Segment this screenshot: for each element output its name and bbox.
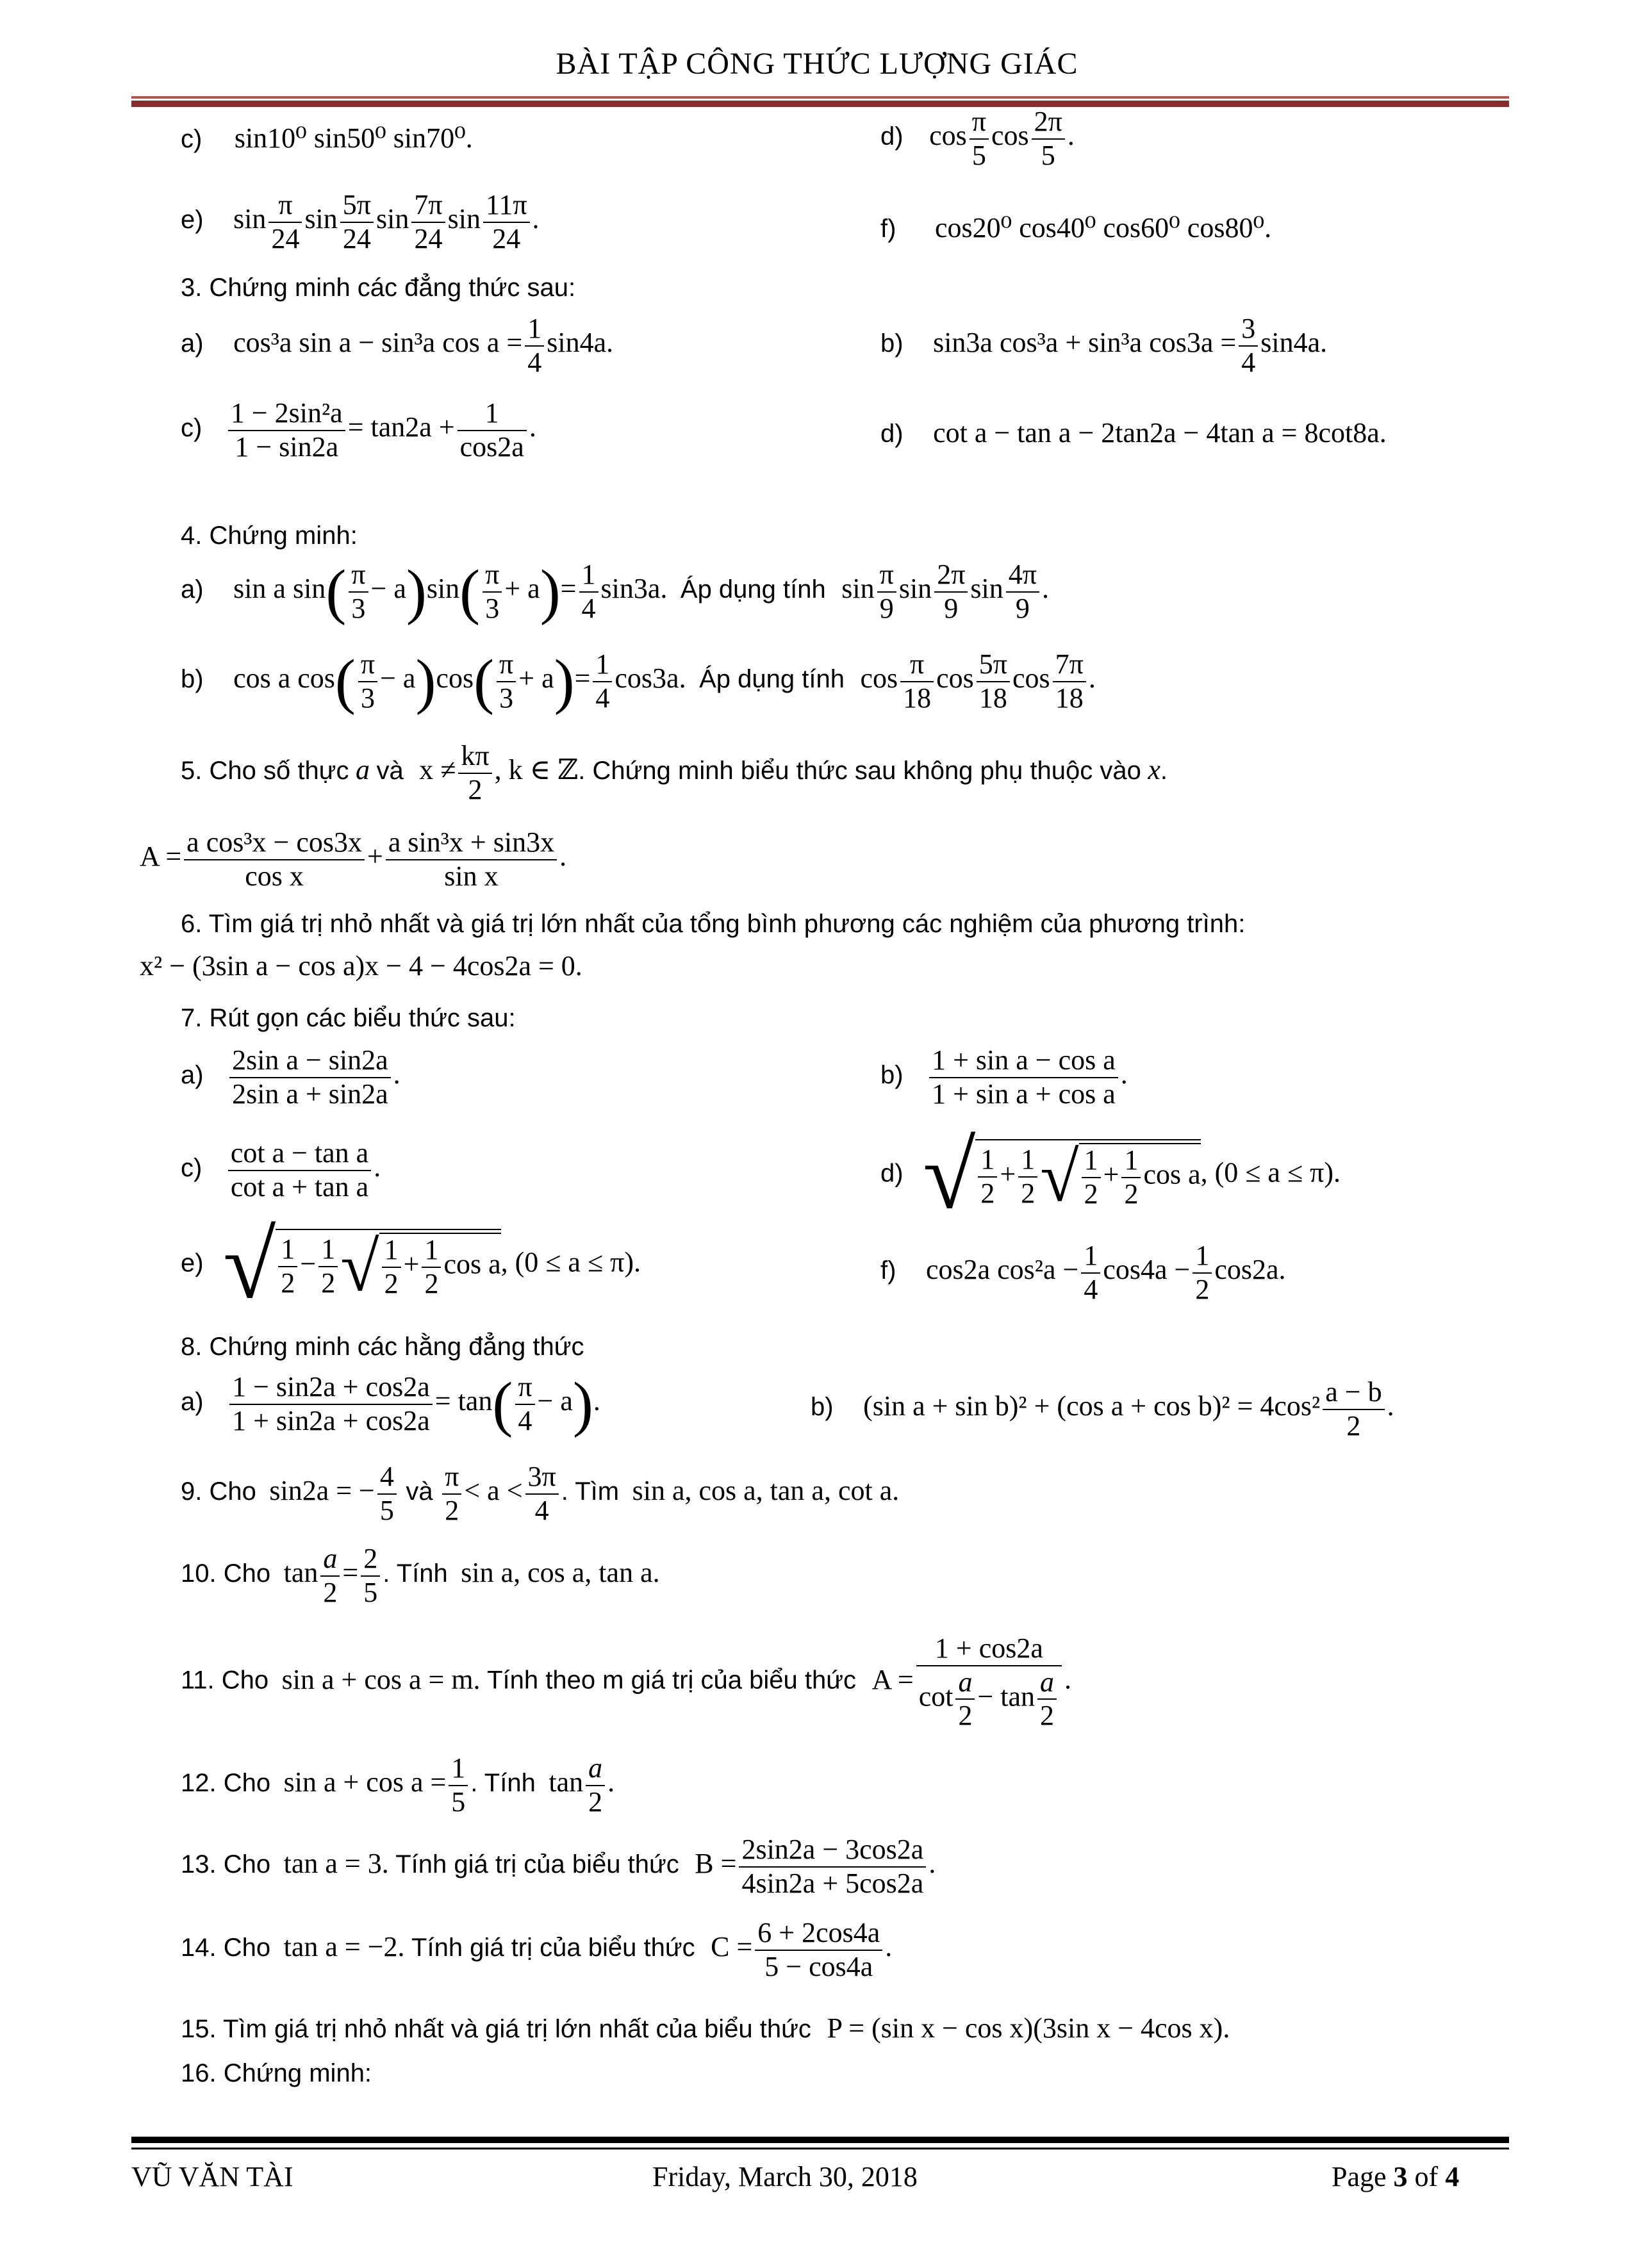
header-rule-thick: [131, 101, 1509, 107]
fraction: $\frac{2\pi}{5}$: [1032, 106, 1065, 172]
math-text: cos4a −: [1103, 1254, 1191, 1286]
item-4b: b) cos a cos( $\frac{\pi}{3}$ − a)cos( $\frac{\pi}{3}$ + a)= $\frac{1}{4}$ cos3a. Áp dụng tính cos $\frac{\pi}{18}$ cos $\frac{5\pi}{18}$ cos $\frac{7\pi}{18}$ .: [181, 646, 1096, 716]
fraction: $\frac{1}{\cos 2a}$: [458, 397, 527, 463]
math-text: − a: [370, 573, 406, 605]
problem-text: 5. Cho số thực: [181, 757, 349, 785]
item-label: a): [181, 1388, 204, 1417]
math-text: .: [1041, 573, 1049, 605]
problem-text: 7. Rút gọn các biểu thức sau:: [181, 1004, 516, 1032]
problem-6-equation: [140, 949, 582, 982]
math-text: .: [393, 1058, 400, 1090]
fraction: $\frac{\text{a cos³x − cos3x}}{\text{cos x}}$: [184, 826, 365, 892]
math-text: sin: [841, 573, 875, 605]
item-7a: [181, 1044, 400, 1110]
problem-text: 4. Chứng minh:: [181, 522, 358, 550]
math-text: sin: [447, 203, 481, 235]
item-label: f): [880, 215, 896, 243]
math-text: .: [593, 1385, 600, 1417]
square-root: √ $\frac{1}{2}$ + $\frac{1}{2}$ √ $\frac{1}{2}$ + $\frac{1}{2}$ cos a: [923, 1122, 1201, 1229]
problem-6: [181, 908, 1245, 939]
math-text: cos³a sin a − sin³a cos a =: [233, 327, 523, 359]
math-text: sin a sin: [233, 573, 326, 605]
fraction: $\frac{k\pi}{2}$: [458, 740, 491, 806]
math-text: .: [529, 411, 536, 443]
math-text: − a: [537, 1385, 573, 1417]
fraction: $\frac{\text{cot a − tan a}}{\text{cot a + tan a}}$: [228, 1137, 371, 1203]
problem-text: Tính giá trị của biểu thức: [395, 1850, 679, 1879]
fraction: $\frac{1}{4}$: [593, 648, 612, 714]
fraction: $\frac{1}{4}$: [579, 559, 598, 625]
fraction: $\frac{\pi}{18}$: [900, 648, 934, 714]
math-text: =: [574, 662, 591, 694]
math-text: sin: [970, 573, 1003, 605]
math-text: cos: [1012, 662, 1050, 694]
math-text: (sin a + sin b)² + (cos a + cos b)² = 4cos²: [863, 1390, 1321, 1422]
math-text: tan a = −2.: [283, 1931, 405, 1963]
math-text: A =: [871, 1663, 914, 1695]
problem-text: 11. Cho: [181, 1666, 269, 1695]
fraction: $\frac{\pi}{24}$: [268, 189, 302, 255]
item-8b: [811, 1376, 1394, 1442]
problem-text: . Tìm: [561, 1477, 620, 1506]
fraction: $\frac{2}{5}$: [361, 1543, 380, 1609]
footer-author: VŨ VĂN TÀI: [131, 2161, 293, 2192]
item-3d: [880, 416, 1387, 449]
math-text: .: [607, 1766, 615, 1798]
problem-12: [181, 1752, 615, 1818]
math-var: a: [355, 754, 370, 786]
problem-text: 15. Tìm giá trị nhỏ nhất và giá trị lớn nhất của biểu thức: [181, 2015, 811, 2043]
math-text: = tan: [434, 1385, 493, 1417]
problem-9: [181, 1461, 899, 1527]
item-2c: [181, 122, 473, 154]
math-expression: cot a − tan a − 2tan2a − 4tan a = 8cot8a.: [933, 417, 1387, 448]
problem-text: 16. Chứng minh:: [181, 2059, 372, 2087]
fraction: $\frac{4\pi}{9}$: [1006, 559, 1039, 625]
item-label: a): [181, 575, 204, 604]
math-text: tan a = 3.: [283, 1848, 389, 1880]
item-label: e): [181, 1249, 204, 1278]
math-text: cos2a cos²a −: [925, 1254, 1079, 1286]
item-label: f): [880, 1256, 896, 1285]
item-7c: [181, 1137, 381, 1203]
math-text: sin3a.: [600, 573, 668, 605]
math-text: cos3a.: [615, 662, 686, 694]
item-2d: [880, 106, 1075, 172]
item-label: c): [181, 125, 202, 153]
math-text: .: [885, 1931, 893, 1963]
item-3a: [181, 313, 613, 379]
math-text: .: [1088, 662, 1096, 694]
math-text: tan: [283, 1557, 318, 1589]
fraction: $\frac{\text{1 − 2sin²a}}{1 - \sin 2a}$: [228, 397, 345, 463]
item-7b: [880, 1044, 1128, 1110]
math-text: .: [1120, 1058, 1128, 1090]
math-text: cos: [860, 662, 898, 694]
math-text: + a: [504, 573, 540, 605]
problem-7-title: [181, 1003, 516, 1033]
item-label: b): [811, 1393, 834, 1422]
fraction: $\frac{\pi}{3}$: [358, 648, 377, 714]
item-label: d): [880, 122, 904, 151]
problem-text: và: [406, 1477, 433, 1506]
fraction: $\frac{\pi}{3}$: [349, 559, 368, 625]
math-text: cos: [936, 662, 974, 694]
math-text: .: [532, 203, 540, 235]
problem-text: 13. Cho: [181, 1850, 271, 1879]
item-2f: [880, 211, 1271, 244]
problem-text: và: [376, 757, 404, 785]
problem-text: 10. Cho: [181, 1559, 271, 1588]
item-3c: [181, 397, 536, 463]
math-expression: x² − (3sin a − cos a)x − 4 − 4cos2a = 0.: [140, 950, 582, 982]
header-title: BÀI TẬP CÔNG THỨC LƯỢNG GIÁC: [556, 47, 1078, 81]
fraction: $\frac{2\pi}{9}$: [934, 559, 968, 625]
fraction: $\frac{a - b}{2}$: [1323, 1376, 1384, 1442]
item-label: e): [181, 206, 204, 234]
fraction: $\frac{2\sin 2a - 3\cos 2a}{4\sin 2a + 5\cos 2a}$: [739, 1834, 926, 1900]
problem-text: .: [1160, 757, 1168, 785]
problem-14: [181, 1917, 892, 1983]
fraction: $\frac{7\pi}{18}$: [1053, 648, 1086, 714]
problem-text: 3. Chứng minh các đẳng thức sau:: [181, 274, 576, 302]
problem-text: 14. Cho: [181, 1934, 271, 1962]
math-text: , k ∈ ℤ: [494, 754, 579, 786]
problem-text: . Tính: [383, 1559, 448, 1588]
math-text: sin a, cos a, tan a, cot a.: [632, 1475, 900, 1507]
math-text: cos a cos: [233, 662, 335, 694]
problem-text: . Chứng minh biểu thức sau không phụ thuộc vào: [578, 757, 1141, 785]
problem-13: [181, 1834, 936, 1900]
problem-15: [181, 2012, 1230, 2044]
problem-8-title: [181, 1331, 584, 1362]
math-text: , (0 ≤ a ≤ π).: [1200, 1156, 1341, 1188]
fraction: $\frac{3}{4}$: [1239, 313, 1258, 379]
problem-text: 6. Tìm giá trị nhỏ nhất và giá trị lớn nhất của tổng bình phương các nghiệm của phương trình:: [181, 910, 1246, 938]
math-text: C =: [711, 1931, 753, 1963]
problem-16: [181, 2058, 372, 2089]
fraction: $\frac{1}{2}$: [1192, 1240, 1212, 1306]
item-7d: [880, 1122, 1341, 1229]
fraction: $\frac{a}{2}$: [586, 1752, 605, 1818]
fraction: $\frac{\text{1 + sin a − cos a}}{\text{1 + sin a + cos a}}$: [929, 1044, 1118, 1110]
math-text: + a: [518, 662, 554, 694]
fraction: $\frac{5\pi}{18}$: [977, 648, 1010, 714]
fraction: $\frac{\pi}{9}$: [877, 559, 896, 625]
item-label: b): [880, 329, 904, 358]
math-text: sin a + cos a =: [283, 1766, 447, 1798]
problem-5-expression: [140, 826, 566, 892]
math-text: cos2a.: [1214, 1254, 1286, 1286]
math-text: x ≠: [419, 754, 456, 786]
fraction: $\frac{\pi}{2}$: [442, 1461, 461, 1527]
problem-text: 8. Chứng minh các hằng đẳng thức: [181, 1333, 584, 1361]
math-text: .: [559, 841, 567, 873]
item-label: a): [181, 329, 204, 358]
problem-4-title: [181, 520, 358, 551]
math-text: .: [1064, 1663, 1072, 1695]
math-text: sin: [898, 573, 932, 605]
item-label: b): [181, 665, 204, 694]
item-label: a): [181, 1061, 204, 1090]
fraction: $\frac{1}{4}$: [1081, 1240, 1100, 1306]
math-text: .: [374, 1151, 381, 1183]
item-7e: [181, 1212, 641, 1319]
math-text: tan: [549, 1766, 584, 1798]
problem-5: [181, 740, 1168, 806]
math-expression: P = (sin x − cos x)(3sin x − 4cos x).: [827, 2012, 1230, 2044]
math-text: .: [1067, 120, 1075, 152]
problem-10: [181, 1543, 660, 1609]
fraction: $\frac{5\pi}{24}$: [340, 189, 374, 255]
problem-text: 9. Cho: [181, 1477, 256, 1506]
fraction: $\frac{\text{a sin³x + sin3x}}{\text{sin x}}$: [386, 826, 557, 892]
math-text: =: [560, 573, 577, 605]
math-text: sin: [304, 203, 338, 235]
fraction: $\frac{\pi}{4}$: [515, 1371, 534, 1437]
math-text: .: [1387, 1390, 1394, 1422]
item-3b: [880, 313, 1327, 379]
fraction: $\frac{3\pi}{4}$: [525, 1461, 559, 1527]
item-7f: [880, 1240, 1286, 1306]
math-text: < a <: [464, 1475, 523, 1507]
problem-text: Áp dụng tính: [680, 575, 826, 604]
math-var: x: [1148, 754, 1160, 786]
fraction: $\frac{\pi}{3}$: [497, 648, 516, 714]
fraction: $\frac{a}{2}$: [320, 1543, 340, 1609]
math-text: sin: [376, 203, 409, 235]
problem-text: Áp dụng tính: [699, 665, 845, 694]
item-2e: [181, 189, 540, 255]
fraction: $\frac{1}{4}$: [525, 313, 544, 379]
math-text: .: [928, 1848, 936, 1880]
header-rule: [131, 96, 1509, 99]
problem-text: 12. Cho: [181, 1769, 271, 1798]
math-text: sin4a.: [1260, 327, 1328, 359]
fraction: $\frac{4}{5}$: [377, 1461, 397, 1527]
math-text: sin: [426, 573, 460, 605]
problem-text: . Tính: [470, 1769, 536, 1798]
math-text: = tan2a +: [347, 411, 455, 443]
item-8a: a) $\frac{1 - \sin 2a + \cos 2a}{1 + \sin 2a + \cos 2a}$ = tan( $\frac{\pi}{4}$ − a).: [181, 1369, 600, 1438]
math-text: , (0 ≤ a ≤ π).: [500, 1246, 641, 1278]
math-text: sin a + cos a = m.: [281, 1663, 481, 1695]
math-text: A =: [140, 841, 182, 873]
problem-11: [181, 1632, 1071, 1732]
math-text: cos: [991, 120, 1029, 152]
item-label: b): [880, 1061, 904, 1090]
fraction: $\frac{1}{5}$: [449, 1752, 468, 1818]
item-label: c): [181, 414, 202, 443]
fraction: $\frac{7\pi}{24}$: [411, 189, 445, 255]
item-label: c): [181, 1154, 202, 1183]
math-text: sin4a.: [547, 327, 614, 359]
fraction: $\frac{\pi}{5}$: [970, 106, 989, 172]
math-text: =: [342, 1557, 359, 1589]
math-text: sin3a cos³a + sin³a cos3a =: [933, 327, 1237, 359]
math-text: sin a, cos a, tan a.: [461, 1557, 660, 1589]
footer-date: Friday, March 30, 2018: [652, 2161, 918, 2192]
fraction: $\frac{\pi}{3}$: [483, 559, 502, 625]
footer-rule-thick: [131, 2137, 1509, 2143]
item-label: d): [880, 1159, 904, 1188]
square-root: √ $\frac{1}{2}$ − $\frac{1}{2}$ √ $\frac{1}{2}$ + $\frac{1}{2}$ cos a: [223, 1212, 501, 1319]
footer-rule-thin: [131, 2148, 1509, 2149]
math-expression: sin10⁰ sin50⁰ sin70⁰.: [234, 122, 473, 154]
math-expression: cos20⁰ cos40⁰ cos60⁰ cos80⁰.: [934, 212, 1272, 243]
math-text: sin2a = −: [269, 1475, 375, 1507]
math-text: cos: [929, 120, 967, 152]
problem-text: Tính theo m giá trị của biểu thức: [487, 1666, 857, 1695]
fraction: $\frac{1 - \sin 2a + \cos 2a}{1 + \sin 2a + \cos 2a}$: [229, 1371, 433, 1437]
problem-3-title: [181, 272, 575, 303]
footer-page-number: Page 3 of 4: [1332, 2161, 1460, 2192]
fraction: $\frac{6 + 2\cos 4a}{5 - \cos 4a}$: [755, 1917, 882, 1983]
fraction: $\frac{\text{2sin a − sin2a}}{\text{2sin a + sin2a}}$: [229, 1044, 391, 1110]
problem-text: Tính giá trị của biểu thức: [411, 1934, 695, 1962]
fraction: 1 + cos2a cot $\frac{a}{2}$ − tan $\frac{a}{2}$: [916, 1632, 1062, 1732]
math-text: B =: [695, 1848, 737, 1880]
fraction: $\frac{11\pi}{24}$: [483, 189, 530, 255]
math-text: − a: [380, 662, 416, 694]
math-text: +: [367, 841, 383, 873]
math-text: sin: [233, 203, 267, 235]
item-4a: a) sin a sin( $\frac{\pi}{3}$ − a)sin( $\frac{\pi}{3}$ + a)= $\frac{1}{4}$ sin3a. Áp dụng tính sin $\frac{\pi}{9}$ sin $\frac{2\pi}{9}$ sin $\frac{4\pi}{9}$ .: [181, 557, 1049, 626]
item-label: d): [880, 420, 904, 448]
math-text: cos: [436, 662, 474, 694]
